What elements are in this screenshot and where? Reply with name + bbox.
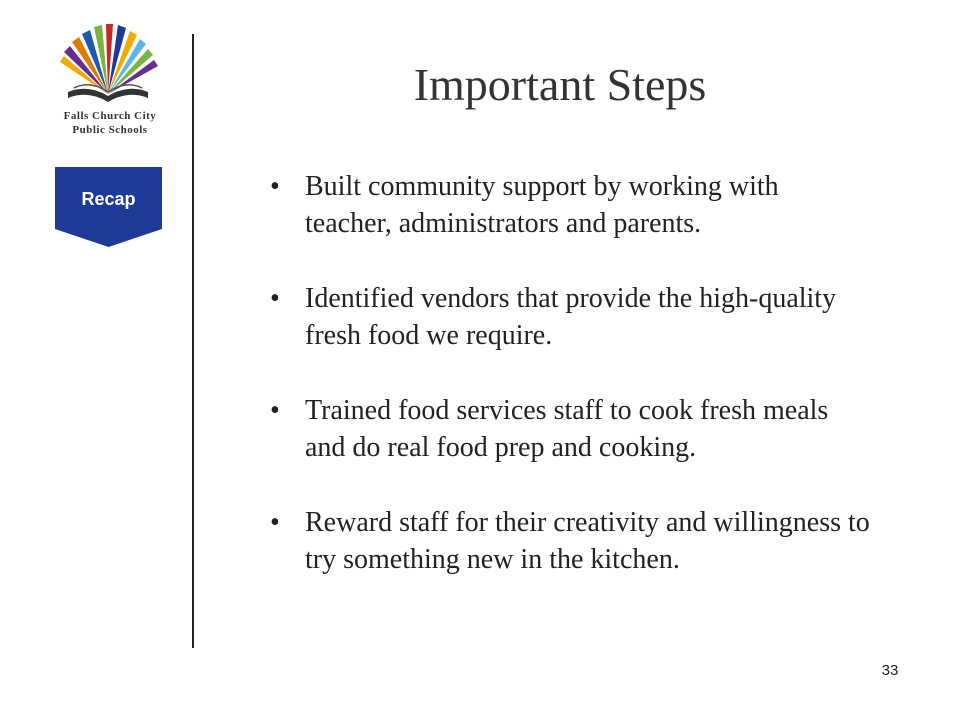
bullet-dot-icon: •	[270, 507, 280, 538]
bullet-list	[270, 168, 870, 616]
page-number: 33	[881, 662, 899, 679]
recap-badge	[55, 167, 162, 247]
bullet-item	[270, 280, 870, 354]
bullet-item	[270, 392, 870, 466]
school-logo	[40, 22, 180, 140]
bullet-item	[270, 504, 870, 578]
recap-badge-label: Recap	[81, 189, 136, 209]
bullet-item	[270, 168, 870, 242]
bullet-dot-icon: •	[270, 395, 280, 426]
bullet-dot-icon: •	[270, 171, 280, 202]
book-fan-icon	[40, 22, 180, 112]
bullet-text: Trained food services staff to cook fresh meals and do real food prep and cooking.	[305, 395, 829, 463]
bullet-dot-icon: •	[270, 283, 280, 314]
bullet-text: Reward staff for their creativity and willingness to try something new in the kitchen.	[305, 507, 870, 575]
slide-title: Important Steps	[413, 59, 707, 110]
bullet-text: Built community support by working with teacher, administrators and parents.	[305, 171, 779, 239]
logo-text-line2: Public Schools	[72, 124, 148, 136]
bullet-text: Identified vendors that provide the high-quality fresh food we require.	[305, 283, 837, 351]
logo-text-line1: Falls Church City	[63, 110, 157, 122]
vertical-divider	[192, 34, 194, 648]
